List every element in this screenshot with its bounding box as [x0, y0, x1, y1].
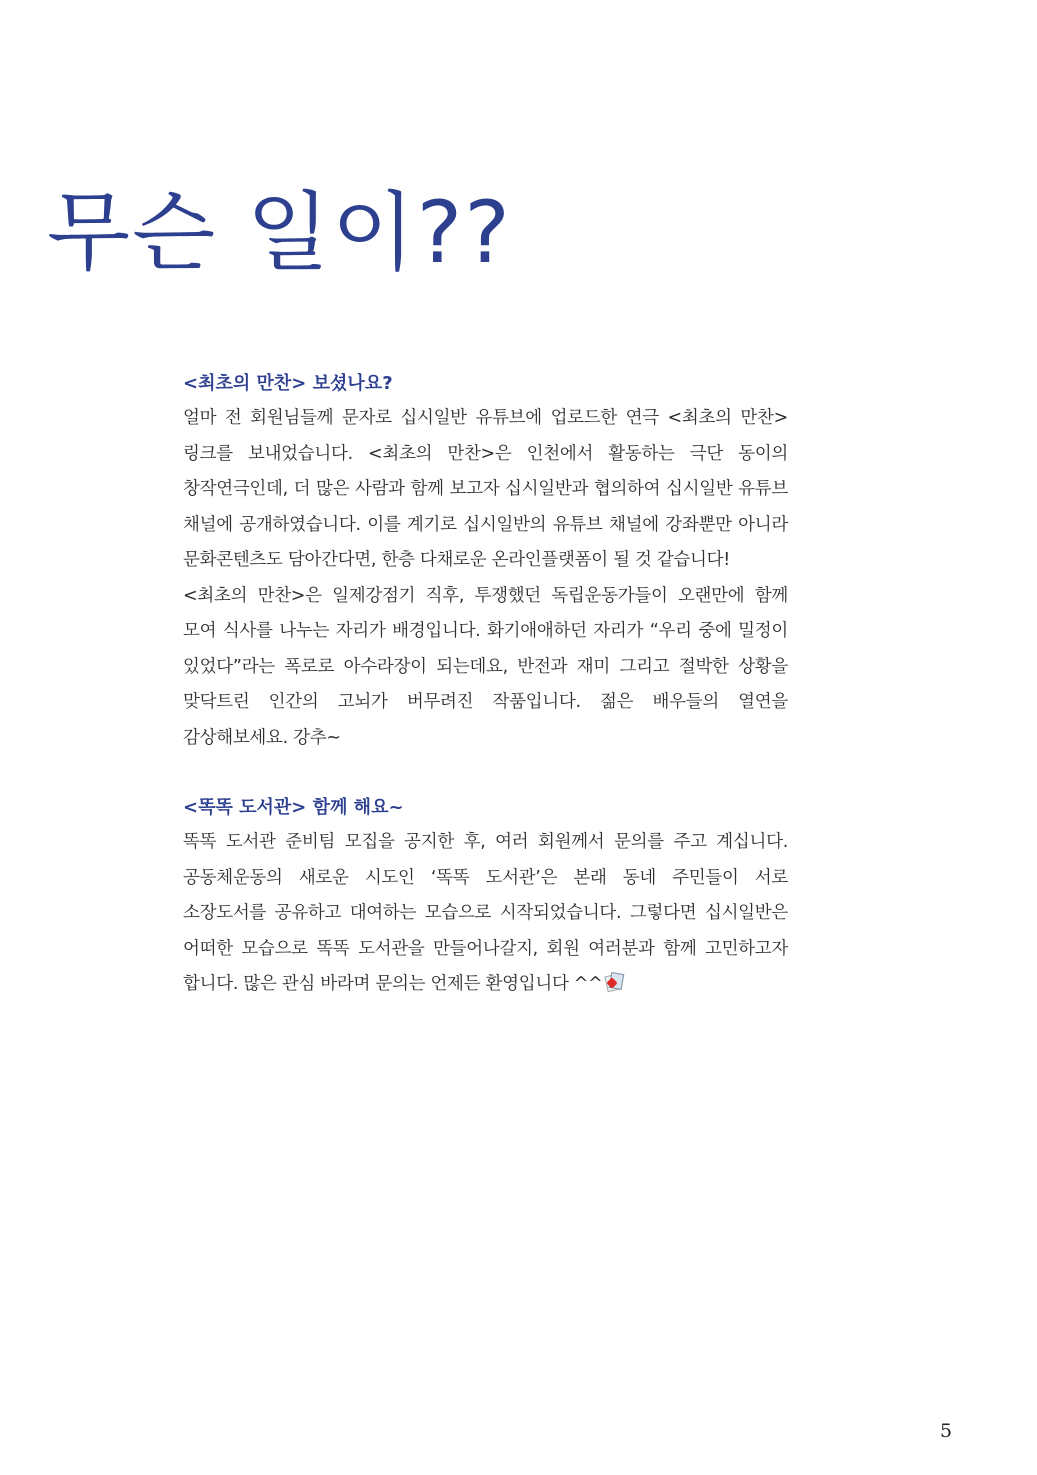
paragraph: 얼마 전 회원님들께 문자로 십시일반 유튜브에 업로드한 연극 <최초의 만찬> 링크를 보내었습니다. <최초의 만찬>은 인천에서 활동하는 극단 동이의 창작연극인데, 더 많은 사람과 함께 보고자 십시일반과 협의하여 십시일반 유튜브 채널에 공개하였습니다. 이를 계기로 십시일반의 유튜브 채널에 강좌뿐만 아니라 문화콘텐츠도 담아간다면, 한층 다채로운 온라인플랫폼이 될 것 같습니다! [183, 408, 788, 570]
paragraph-text: 똑똑 도서관 준비팀 모집을 공지한 후, 여러 회원께서 문의를 주고 계십니다. 공동체운동의 새로운 시도인 ‘똑똑 도서관’은 본래 동네 주민들이 서로 소장도서를 공유하고 대여하는 모습으로 시작되었습니다. 그렇다면 십시일반은 어떠한 모습으로 똑똑 도서관을 만들어나갈지, 회원 여러분과 함께 고민하고자 합니다. 많은 관심 바라며 문의는 언제든 환영입니다 ^^ [183, 832, 788, 994]
section-knock-library [183, 790, 788, 1003]
section-first-supper [183, 366, 788, 756]
love-letter-cards-icon [604, 971, 624, 993]
section-spacer [183, 756, 788, 790]
section-heading: <똑똑 도서관> 함께 해요~ [183, 797, 404, 818]
paragraph [183, 825, 788, 1003]
article-body [183, 366, 788, 1003]
paragraph: <최초의 만찬>은 일제강점기 직후, 투쟁했던 독립운동가들이 오랜만에 함께 모여 식사를 나누는 자리가 배경입니다. 화기애애하던 자리가 “우리 중에 밀정이 있었다”라는 폭로로 아수라장이 되는데요, 반전과 재미 그리고 절박한 상황을 맞닥트린 인간의 고뇌가 버무려진 작품입니다. 젊은 배우들의 열연을 감상해보세요. 강추~ [183, 585, 788, 748]
page-title: 무슨 일이?? [47, 183, 512, 283]
section-heading: <최초의 만찬> 보셨나요? [183, 373, 393, 394]
page-number: 5 [940, 1420, 953, 1442]
